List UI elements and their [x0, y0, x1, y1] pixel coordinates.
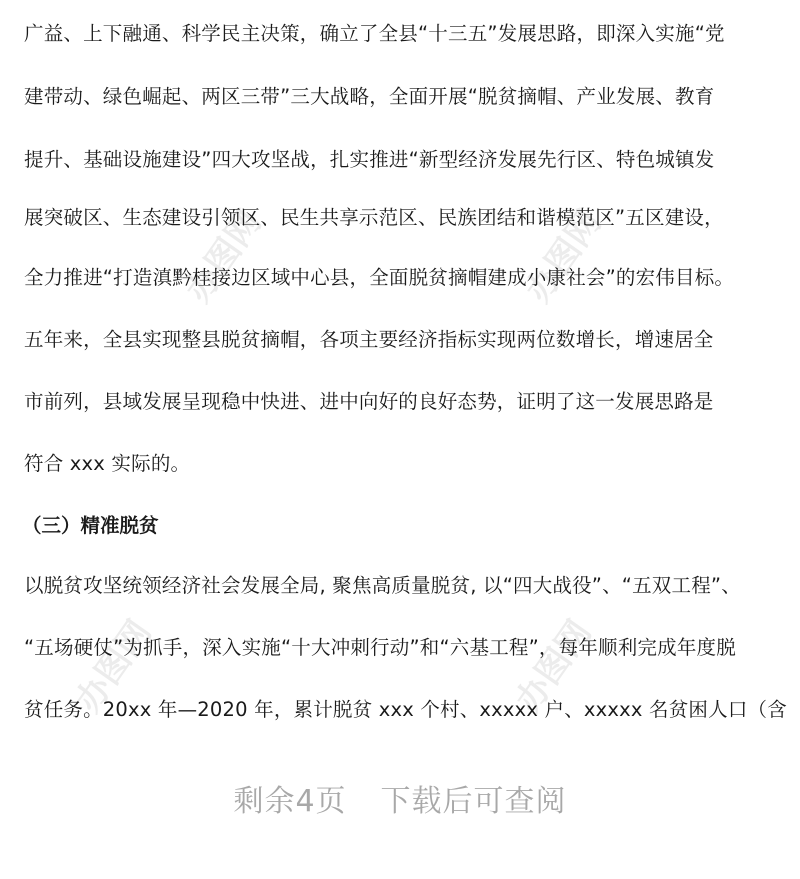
paragraph-line: 展突破区、生态建设引领区、民生共享示范区、民族团结和谐模范区”五区建设，: [24, 206, 724, 229]
download-to-view-label: 下载后可查阅: [380, 784, 567, 819]
paragraph-line: 广益、上下融通、科学民主决策，确立了全县“十三五”发展思路，即深入实施“党: [24, 22, 725, 45]
paragraph-line: 符合 xxx 实际的。: [24, 452, 191, 475]
section-heading: （三）精准脱贫: [22, 514, 159, 537]
download-prompt-link[interactable]: [0, 780, 800, 824]
paragraph-line: 全力推进“打造滇黔桂接边区域中心县，全面脱贫摘帽建成小康社会”的宏伟目标。: [24, 266, 735, 289]
watermark: 办图网: [68, 613, 160, 720]
paragraph-line: 五年来，全县实现整县脱贫摘帽，各项主要经济指标实现两位数增长，增速居全: [24, 328, 714, 351]
remaining-pages-label: 剩余4页: [233, 784, 347, 819]
watermark: 办图网: [508, 613, 600, 720]
paragraph-line: 建带动、绿色崛起、两区三带”三大战略，全面开展“脱贫摘帽、产业发展、教育: [24, 85, 715, 108]
paragraph-line: 贫任务。20xx 年—2020 年，累计脱贫 xxx 个村、xxxxx 户、xxxxx 名贫困人口（含: [24, 698, 787, 721]
watermark: 办图网: [178, 203, 270, 310]
paragraph-line: 提升、基础设施建设”四大攻坚战，扎实推进“新型经济发展先行区、特色城镇发: [24, 148, 715, 171]
paragraph-line: “五场硬仗”为抓手，深入实施“十大冲刺行动”和“六基工程”，每年顺利完成年度脱: [24, 636, 736, 659]
paragraph-line: 以脱贫攻坚统领经济社会发展全局, 聚焦高质量脱贫, 以“四大战役”、“五双工程”、: [24, 574, 741, 597]
watermark: 办图网: [518, 203, 610, 310]
paragraph-line: 市前列，县域发展呈现稳中快进、进中向好的良好态势，证明了这一发展思路是: [24, 390, 714, 413]
